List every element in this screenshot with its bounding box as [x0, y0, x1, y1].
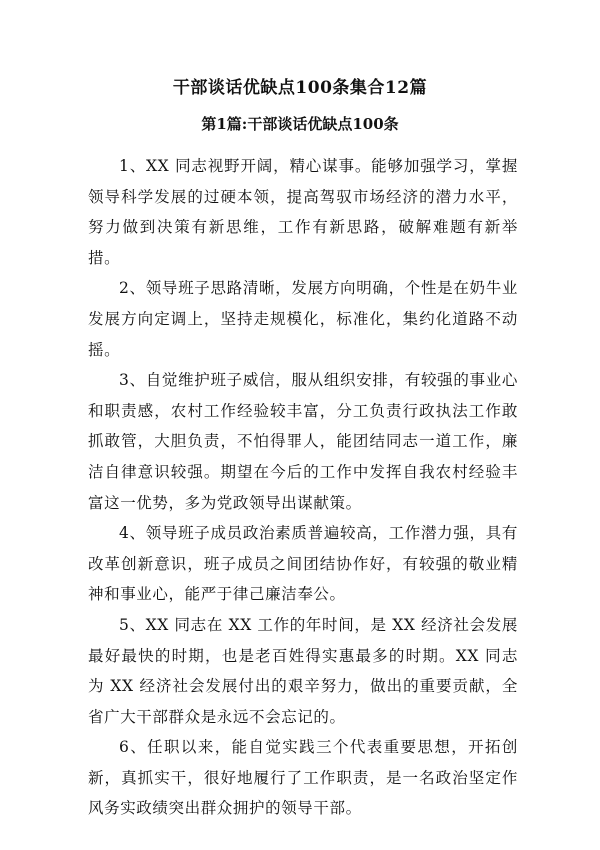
- document-subtitle: 第1篇:干部谈话优缺点100条: [201, 115, 399, 133]
- paragraph-6: 6、任职以来，能自觉实践三个代表重要思想，开拓创新，真抓实干，很好地履行了工作职责，是一名政治坚定作风务实政绩突出群众拥护的领导干部。: [88, 738, 518, 818]
- document-body: [88, 151, 518, 824]
- paragraph-1: 1、XX 同志视野开阔，精心谋事。能够加强学习，掌握领导科学发展的过硬本领，提高驾驭市场经济的潜力水平，努力做到决策有新思维，工作有新思路，破解难题有新举措。: [88, 157, 518, 267]
- document-title: 干部谈话优缺点100条集合12篇: [172, 78, 428, 98]
- paragraph-3: 3、自觉维护班子威信，服从组织安排，有较强的事业心和职责感，农村工作经验较丰富，分工负责行政执法工作敢抓敢管，大胆负责，不怕得罪人，能团结同志一道工作，廉洁自律意识较强。期望在今后的工作中发挥自我农村经验丰富这一优势，多为党政领导出谋献策。: [88, 371, 518, 512]
- paragraph-2: 2、领导班子思路清晰，发展方向明确，个性是在奶牛业发展方向定调上，坚持走规模化，标准化，集约化道路不动摇。: [88, 279, 518, 359]
- paragraph-5: 5、XX 同志在 XX 工作的年时间，是 XX 经济社会发展最好最快的时期，也是老百姓得实惠最多的时期。XX 同志为 XX 经济社会发展付出的艰辛努力，做出的重要贡献，全省广大干部群众是永远不会忘记的。: [88, 615, 518, 726]
- paragraph-4: 4、领导班子成员政治素质普遍较高，工作潜力强，具有改革创新意识，班子成员之间团结协作好，有较强的敬业精神和事业心，能严于律己廉洁奉公。: [88, 524, 518, 604]
